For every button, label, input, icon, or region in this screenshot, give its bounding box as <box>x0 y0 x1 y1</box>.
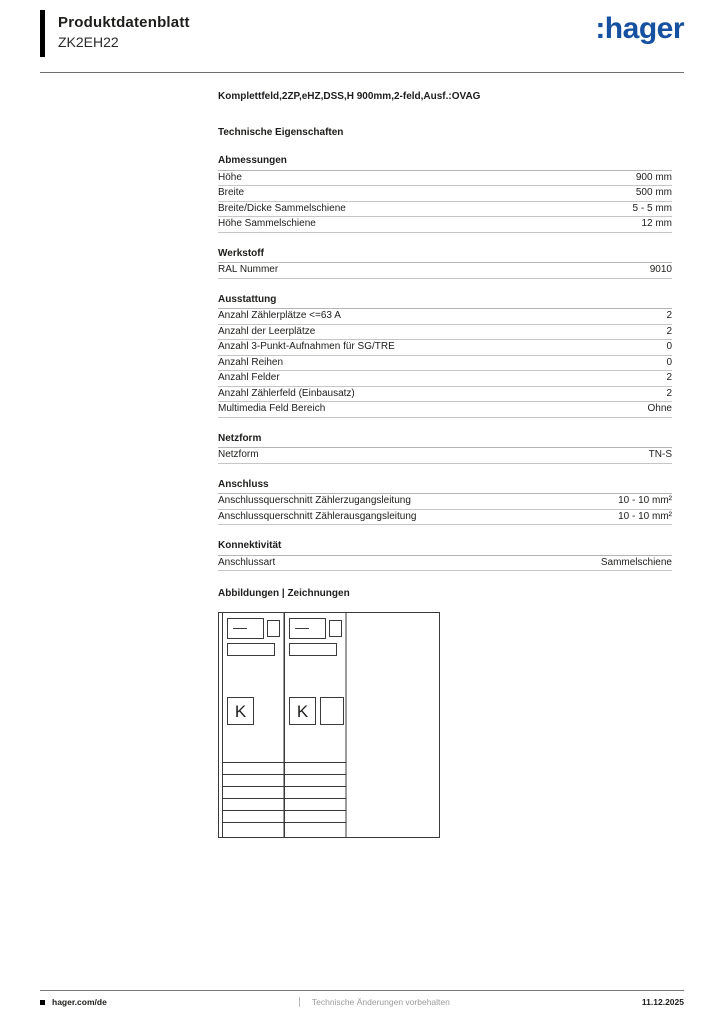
spec-label: RAL Nummer <box>218 264 279 275</box>
spec-row <box>218 217 672 233</box>
drawing-small-box-1 <box>268 620 280 636</box>
spec-row <box>218 387 672 403</box>
page-header <box>40 10 684 66</box>
spec-value: 10 - 10 mm² <box>618 495 672 506</box>
spec-value: Sammelschiene <box>600 556 672 568</box>
page-footer <box>40 990 684 1007</box>
spec-value: 500 mm <box>635 187 672 198</box>
hager-logo: :hager <box>595 12 684 45</box>
spec-value: 2 <box>666 372 672 383</box>
footer-left <box>40 997 107 1007</box>
spec-row <box>218 325 672 341</box>
spec-section <box>218 293 672 418</box>
section-title: Konnektivität <box>218 539 672 556</box>
drawing-small-box-2 <box>330 620 342 636</box>
spec-row <box>218 356 672 372</box>
spec-label: Breite/Dicke Sammelschiene <box>218 202 346 214</box>
spec-row <box>218 309 672 325</box>
spec-label: Multimedia Feld Bereich <box>218 403 326 414</box>
spec-value: 5 - 5 mm <box>632 202 672 214</box>
spec-label: Netzform <box>218 449 259 460</box>
drawing-wide-box-2 <box>290 643 337 655</box>
spec-label: Anzahl der Leerplätze <box>218 325 316 337</box>
header-accent-bar <box>40 10 45 57</box>
spec-value: 2 <box>666 387 672 399</box>
meter-board-drawing <box>218 612 440 838</box>
spec-label: Anzahl Reihen <box>218 356 284 368</box>
spec-sections <box>218 154 672 571</box>
spec-section <box>218 247 672 279</box>
section-title: Abmessungen <box>218 154 672 171</box>
footer-date: 11.12.2025 <box>641 997 684 1007</box>
spec-label: Anschlussart <box>218 556 276 568</box>
tech-properties-heading: Technische Eigenschaften <box>218 126 344 138</box>
spec-label: Höhe Sammelschiene <box>218 218 316 229</box>
spec-section <box>218 478 672 526</box>
spec-row <box>218 402 672 418</box>
section-title: Werkstoff <box>218 247 672 264</box>
spec-label: Anzahl 3-Punkt-Aufnahmen für SG/TRE <box>218 341 395 352</box>
spec-row <box>218 510 672 526</box>
spec-label: Anzahl Zählerfeld (Einbausatz) <box>218 387 355 399</box>
drawings-heading: Abbildungen | Zeichnungen <box>218 588 350 599</box>
spec-label: Breite <box>218 187 245 198</box>
spec-row <box>218 171 672 187</box>
spec-row <box>218 340 672 356</box>
drawing-k-label-1: K <box>234 701 247 721</box>
spec-value: 2 <box>666 310 672 321</box>
section-title: Netzform <box>218 432 672 449</box>
section-title: Anschluss <box>218 478 672 495</box>
spec-value: Ohne <box>647 403 672 414</box>
spec-label: Anzahl Felder <box>218 372 280 383</box>
spec-value: 10 - 10 mm² <box>618 510 672 522</box>
spec-row <box>218 556 672 572</box>
spec-label: Anschlussquerschnitt Zählerzugangsleitung <box>218 495 411 506</box>
spec-label: Anzahl Zählerplätze <=63 A <box>218 310 341 321</box>
doc-title: Produktdatenblatt <box>58 14 190 31</box>
spec-row <box>218 202 672 218</box>
header-divider <box>40 72 684 73</box>
spec-row <box>218 494 672 510</box>
technical-drawing <box>218 612 440 838</box>
main-content <box>218 92 672 838</box>
footer-bullet-square <box>40 1000 45 1005</box>
spec-label: Höhe <box>218 171 242 183</box>
product-code: ZK2EH22 <box>58 34 119 50</box>
spec-value: 2 <box>666 325 672 337</box>
product-title: Komplettfeld,2ZP,eHZ,DSS,H 900mm,2-feld,Ausf.:OVAG <box>218 91 481 102</box>
spec-section <box>218 539 672 571</box>
spec-label: Anschlussquerschnitt Zählerausgangsleitung <box>218 510 417 522</box>
spec-row <box>218 448 672 464</box>
spec-value: TN-S <box>648 449 672 460</box>
spec-value: 900 mm <box>635 171 672 183</box>
spec-section <box>218 154 672 233</box>
spec-value: 0 <box>666 341 672 352</box>
spec-section <box>218 432 672 464</box>
drawing-wide-box-1 <box>228 643 275 655</box>
spec-row <box>218 263 672 279</box>
footer-note: Technische Änderungen vorbehalten <box>299 997 450 1007</box>
drawing-k-label-2: K <box>296 701 309 721</box>
footer-website-link[interactable]: hager.com/de <box>52 997 107 1007</box>
header-title-block <box>58 14 190 50</box>
section-title: Ausstattung <box>218 293 672 310</box>
spec-row <box>218 371 672 387</box>
spec-value: 9010 <box>649 264 672 275</box>
spec-value: 0 <box>666 356 672 368</box>
spec-value: 12 mm <box>641 218 672 229</box>
spec-row <box>218 186 672 202</box>
drawing-empty-box <box>321 697 344 724</box>
